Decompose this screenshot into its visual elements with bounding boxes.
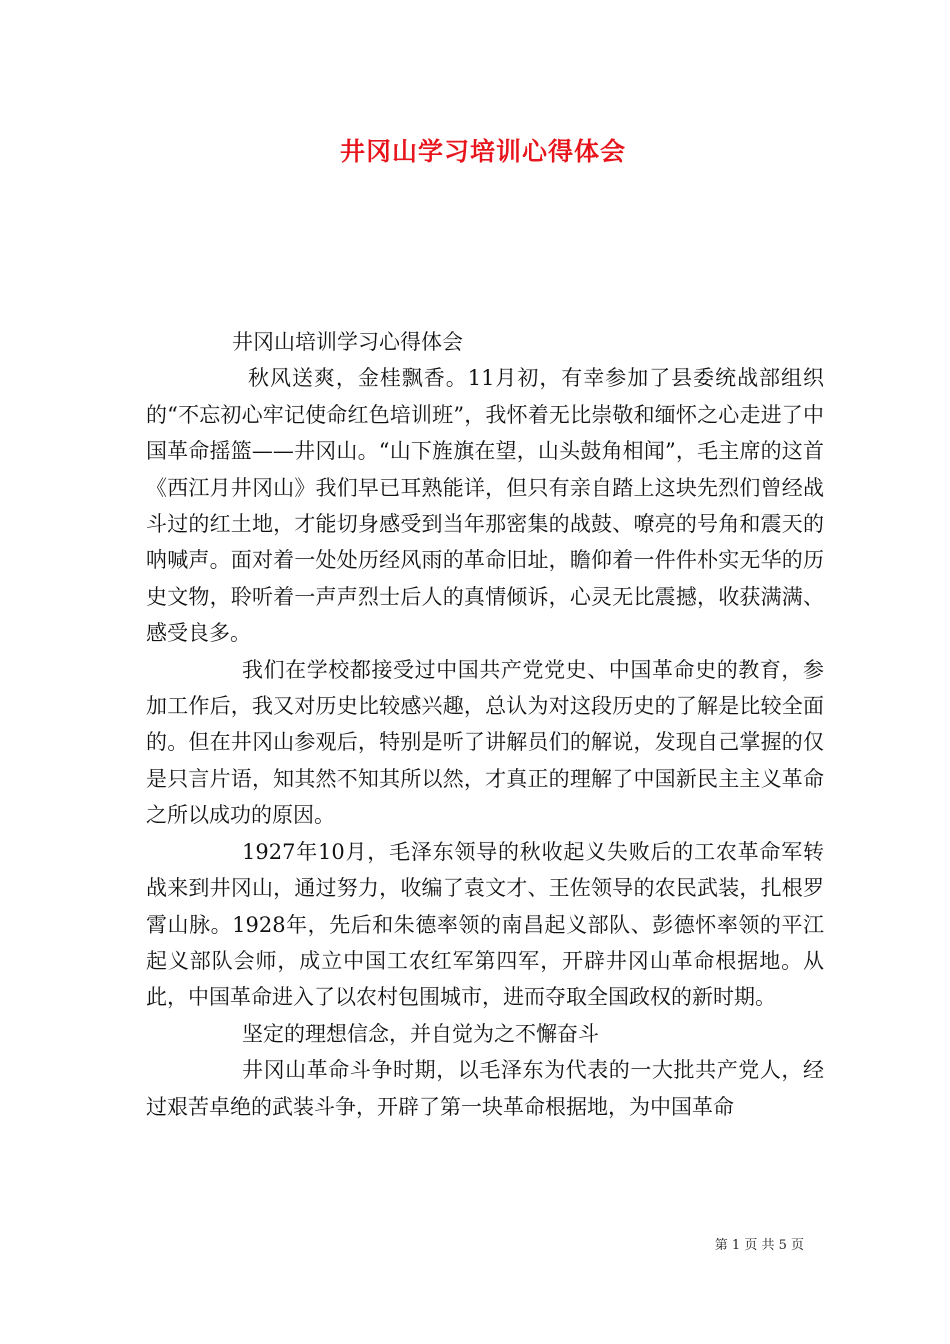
- body-paragraph-subtitle: 井冈山培训学习心得体会: [232, 330, 463, 354]
- body-paragraph: 我们在学校都接受过中国共产党党史、中国革命史的教育，参加工作后，我又对历史比较感兴趣，总认为对这段历史的了解是比较全面的。但在井冈山参观后，特别是听了讲解员们的解说，发现自己掌握的仅是只言片语，知其然不知其所以然，才真正的理解了中国新民主主义革命之所以成功的原因。: [146, 657, 824, 828]
- section-heading: 坚定的理想信念，并自觉为之不懈奋斗: [242, 1021, 599, 1046]
- body-paragraph: 井冈山革命斗争时期，以毛泽东为代表的一大批共产党人，经过艰苦卓绝的武装斗争，开辟了第一块革命根据地，为中国革命: [146, 1058, 824, 1119]
- document-body: [146, 324, 824, 1125]
- body-paragraph: 1927年10月，毛泽东领导的秋收起义失败后的工农革命军转战来到井冈山，通过努力，收编了袁文才、王佐领导的农民武装，扎根罗霄山脉。1928年，先后和朱德率领的南昌起义部队、彭德怀率领的平江起义部队会师，成立中国工农红军第四军，开辟井冈山革命根据地。从此，中国革命进入了以农村包围城市，进而夺取全国政权的新时期。: [146, 839, 824, 1010]
- document-title: 井冈山学习培训心得体会: [340, 137, 627, 166]
- page-number-footer: 第 1 页 共 5 页: [714, 1238, 804, 1253]
- body-paragraph: 秋风送爽，金桂飘香。11月初，有幸参加了县委统战部组织的“不忘初心牢记使命红色培训班”，我怀着无比崇敬和缅怀之心走进了中国革命摇篮——井冈山。“山下旌旗在望，山头鼓角相闻”，毛主席的这首《西江月井冈山》我们早已耳熟能详，但只有亲自踏上这块先烈们曾经战斗过的红土地，才能切身感受到当年那密集的战鼓、嘹亮的号角和震天的呐喊声。面对着一处处历经风雨的革命旧址，瞻仰着一件件朴实无华的历史文物，聆听着一声声烈士后人的真情倾诉，心灵无比震撼，收获满满、感受良多。: [146, 366, 824, 646]
